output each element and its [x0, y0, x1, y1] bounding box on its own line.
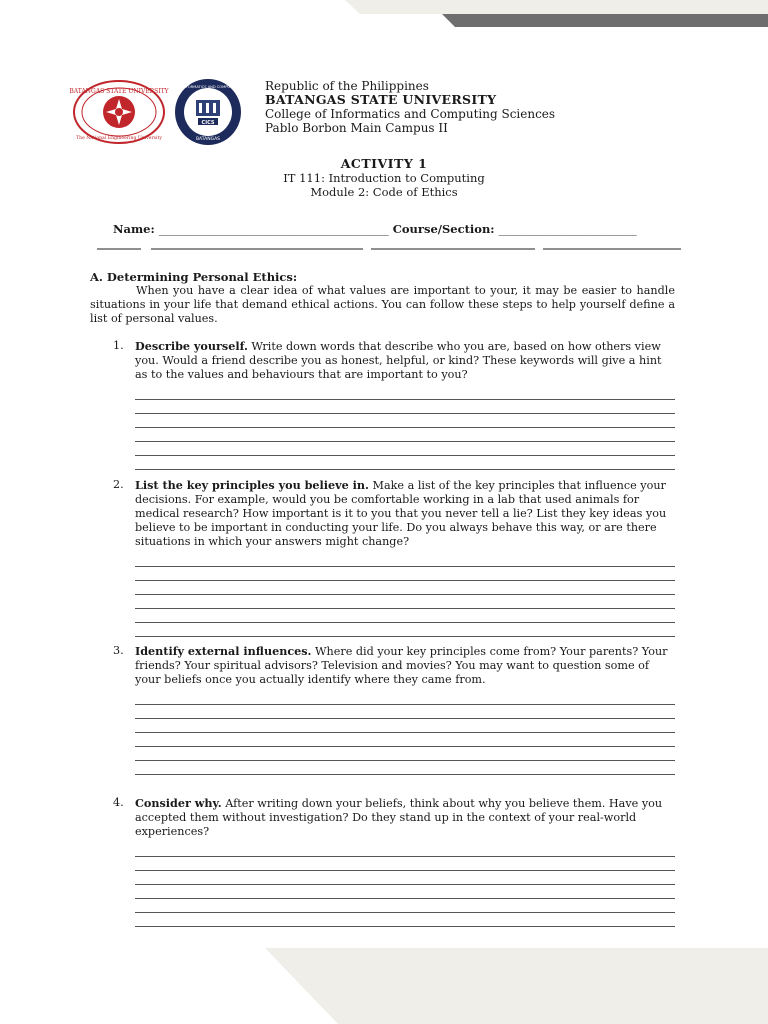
answer-lines[interactable] — [135, 843, 675, 927]
logo-left-text-bottom: The National Engineering University — [76, 136, 162, 141]
question-3 — [113, 644, 675, 775]
question-lead: Identify external influences. — [135, 644, 312, 658]
module-title: Module 2: Code of Ethics — [310, 185, 458, 199]
answer-line[interactable] — [135, 581, 675, 595]
separator-line — [97, 247, 681, 251]
top-decoration — [0, 0, 768, 30]
question-2 — [113, 478, 675, 637]
college-logo — [158, 78, 258, 146]
letterhead — [265, 79, 555, 135]
answer-line[interactable] — [135, 414, 675, 428]
republic-line: Republic of the Philippines — [265, 79, 429, 93]
question-lead: List the key principles you believe in. — [135, 478, 369, 492]
question-1 — [113, 339, 675, 470]
campus-name: Pablo Borbon Main Campus II — [265, 121, 448, 135]
answer-line[interactable] — [135, 843, 675, 857]
answer-line[interactable] — [135, 885, 675, 899]
question-body: After writing down your beliefs, think about why you believe them. Have you accepted them without investigation? Do they stand up in the context of your real-world experiences? — [135, 797, 663, 838]
question-number: 2. — [113, 478, 124, 491]
question-body: Where did your key principles come from? Your parents? Your friends? Your spiritual advisors? Television and movies? You may want to question some of your beliefs once you actually identify where they came from. — [135, 645, 668, 686]
name-label: Name: — [113, 222, 155, 236]
activity-heading — [0, 157, 768, 199]
logo-right-text: COLLEGE OF INFORMATICS AND COMPUTING SCIENCES — [158, 85, 258, 89]
answer-line[interactable] — [135, 705, 675, 719]
question-text — [135, 644, 675, 687]
answer-line[interactable] — [135, 733, 675, 747]
university-name: BATANGAS STATE UNIVERSITY — [265, 92, 497, 107]
answer-line[interactable] — [135, 386, 675, 400]
answer-line[interactable] — [135, 871, 675, 885]
name-course-line — [113, 222, 637, 236]
activity-title: ACTIVITY 1 — [340, 156, 428, 171]
section-label: Course/Section: — [392, 222, 495, 236]
section-title: A. Determining Personal Ethics: — [90, 270, 298, 284]
answer-line[interactable] — [135, 913, 675, 927]
question-lead: Consider why. — [135, 796, 222, 810]
bottom-decoration — [0, 948, 768, 1024]
logo-right-text-bottom: BATANGAS — [195, 137, 221, 142]
answer-line[interactable] — [135, 442, 675, 456]
name-field[interactable]: ________________________________________ — [158, 222, 389, 236]
answer-line[interactable] — [135, 747, 675, 761]
answer-lines[interactable] — [135, 386, 675, 470]
question-number: 1. — [113, 339, 124, 352]
answer-line[interactable] — [135, 428, 675, 442]
section-intro: When you have a clear idea of what values are important to your, it may be easier to handle situations in your life that demand ethical actions. You can follow these steps to help yourself define a list of personal values. — [90, 284, 675, 325]
logo-right-abbr: CICS — [201, 120, 215, 126]
answer-line[interactable] — [135, 567, 675, 581]
course-title: IT 111: Introduction to Computing — [283, 171, 485, 185]
question-text — [135, 478, 675, 549]
answer-line[interactable] — [135, 456, 675, 470]
answer-line[interactable] — [135, 691, 675, 705]
answer-lines[interactable] — [135, 553, 675, 637]
question-text — [135, 339, 675, 382]
question-body: Write down words that describe who you are, based on how others view you. Would a friend describe you as honest, helpful, or kind? These keywords will give a hint as to the values and behaviours that are important to you? — [135, 340, 662, 381]
answer-line[interactable] — [135, 623, 675, 637]
logo-left-text: BATANGAS STATE UNIVERSITY — [69, 88, 169, 95]
answer-lines[interactable] — [135, 691, 675, 775]
section-field[interactable]: ________________________ — [498, 222, 637, 236]
university-logo — [69, 79, 169, 145]
answer-line[interactable] — [135, 400, 675, 414]
college-name: College of Informatics and Computing Sciences — [265, 107, 556, 121]
question-4 — [113, 796, 675, 927]
answer-line[interactable] — [135, 899, 675, 913]
question-text — [135, 796, 675, 839]
answer-line[interactable] — [135, 719, 675, 733]
question-number: 4. — [113, 796, 124, 809]
question-body: Make a list of the key principles that influence your decisions. For example, would you be comfortable working in a lab that used animals for medical research? How important is it to you that you never tell a lie? List they key ideas you believe to be important in conducting your life. Do you always behave this way, or are there situations in which your answers might change? — [135, 479, 667, 548]
answer-line[interactable] — [135, 609, 675, 623]
question-number: 3. — [113, 644, 124, 657]
answer-line[interactable] — [135, 553, 675, 567]
answer-line[interactable] — [135, 761, 675, 775]
answer-line[interactable] — [135, 595, 675, 609]
answer-line[interactable] — [135, 857, 675, 871]
question-lead: Describe yourself. — [135, 339, 248, 353]
